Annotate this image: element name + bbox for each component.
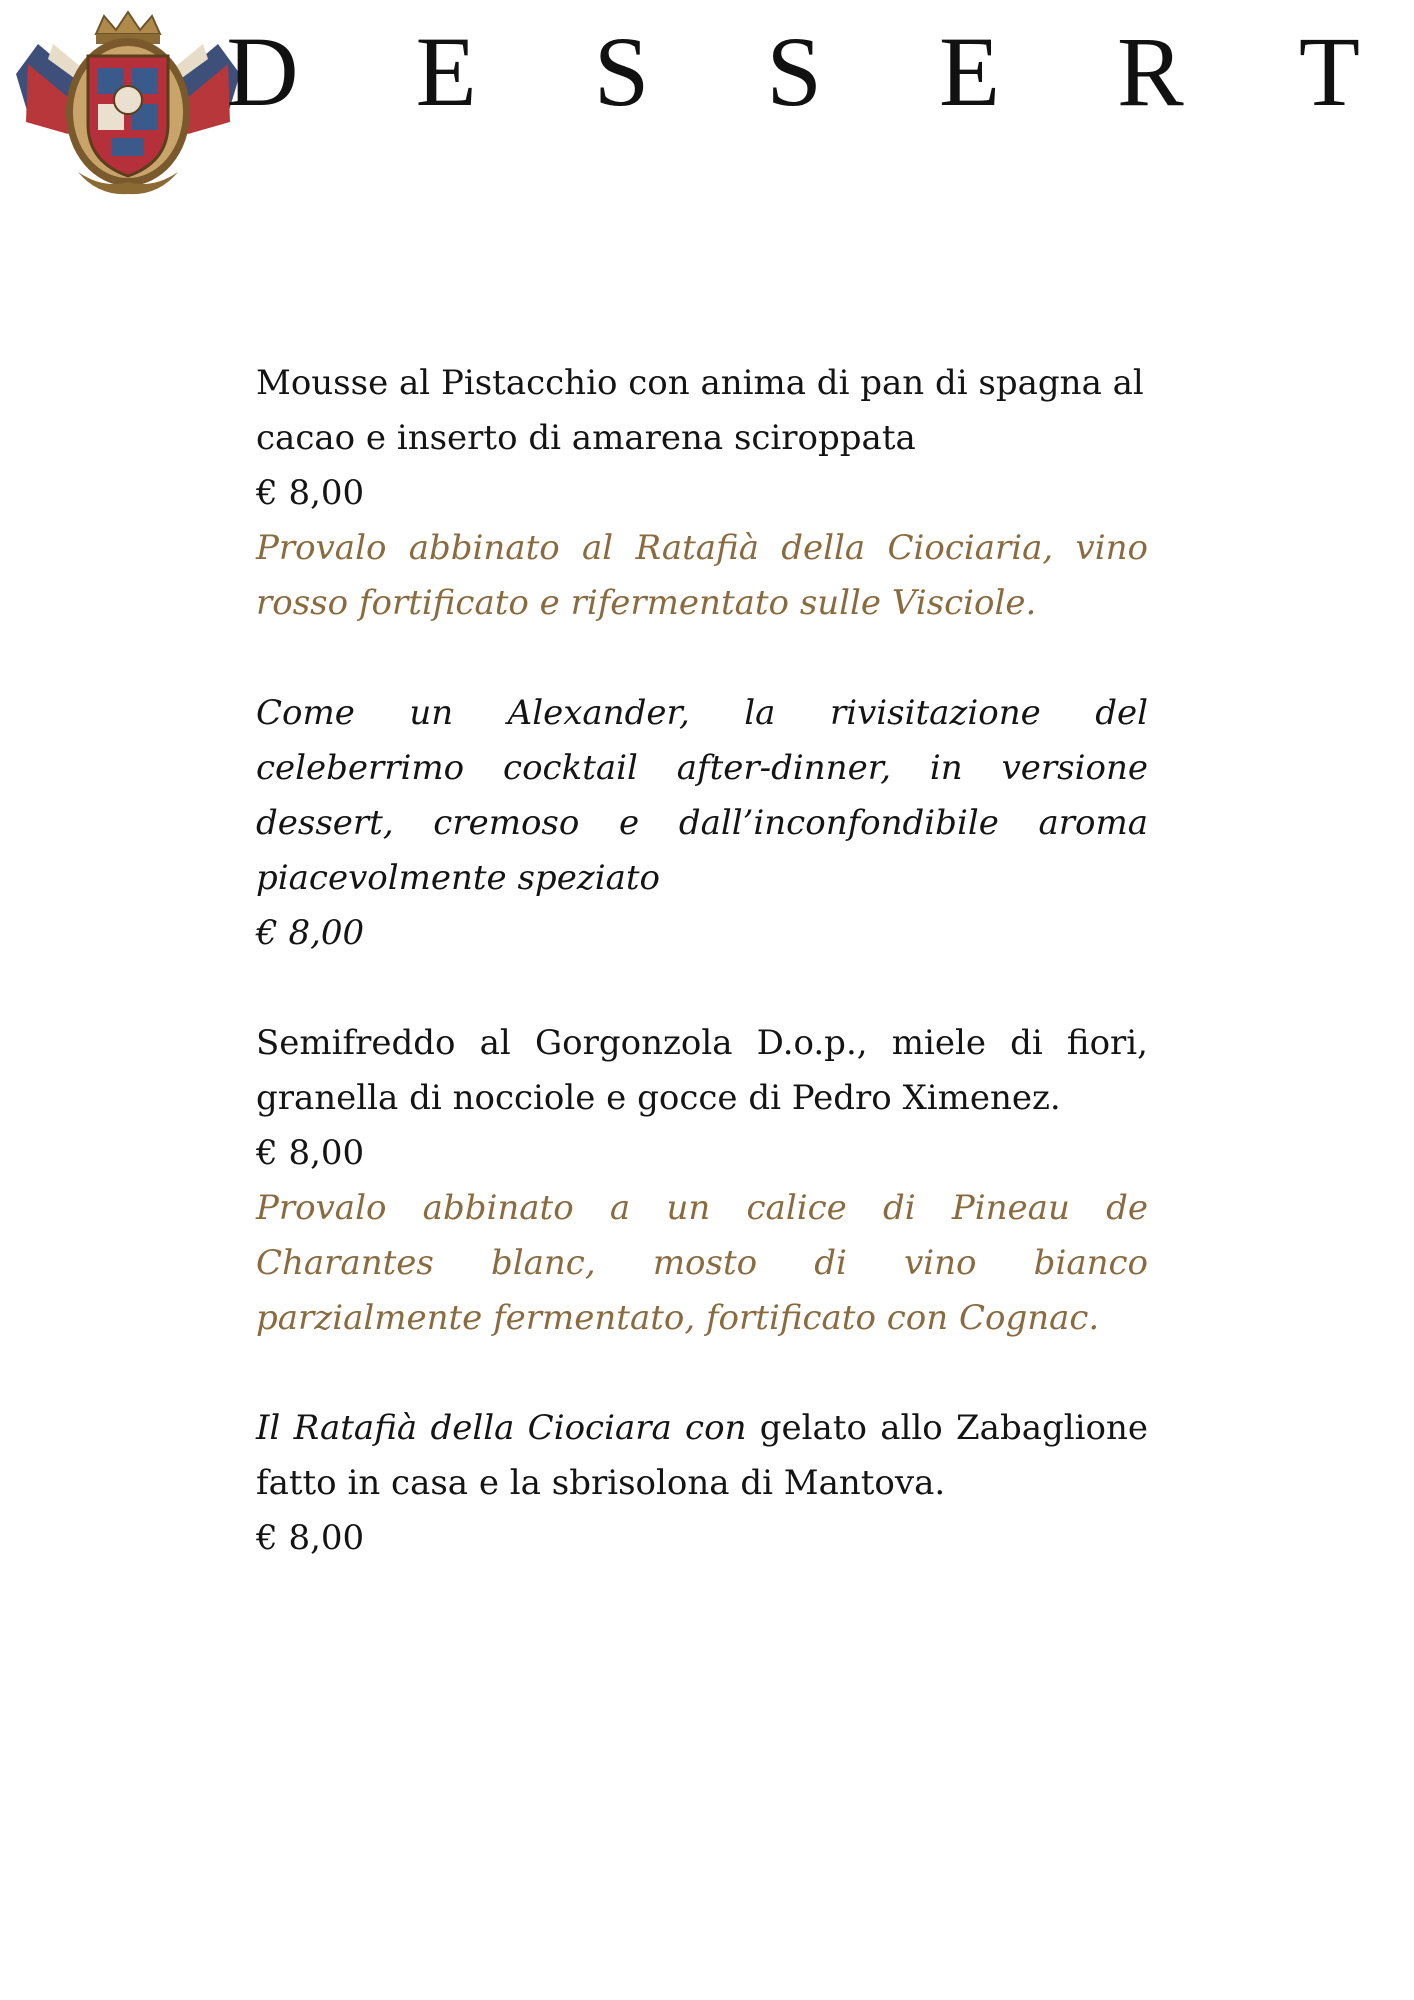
menu-item-pairing: Provalo abbinato al Ratafià della Ciociaria, vino rosso fortificato e rifermentato sulle Visciole. [256,528,1148,623]
menu-item-description-rest: gelato allo Zabaglione fatto in casa e la sbrisolona di Mantova. [256,1408,1148,1503]
menu-item-price: € 8,00 [256,1133,365,1173]
menu-item-description-italic: Il Ratafià della Ciociara con [256,1408,747,1448]
menu-item [256,1401,1148,1566]
dessert-menu [256,356,1148,1621]
menu-item-price: € 8,00 [256,913,365,953]
menu-item-description: Mousse al Pistacchio con anima di pan di spagna al cacao e inserto di amarena sciroppata [256,363,1144,458]
menu-item-pairing: Provalo abbinato a un calice di Pineau de Charantes blanc, mosto di vino bianco parzialmente fermentato, fortificato con Cognac. [256,1188,1148,1338]
menu-item [256,686,1148,961]
menu-item-description: Semifreddo al Gorgonzola D.o.p., miele di fiori, granella di nocciole e gocce di Pedro Ximenez. [256,1023,1148,1118]
coat-of-arms-crest-icon [8,4,248,200]
menu-item-price: € 8,00 [256,473,365,513]
page-title: D E S S E R T [226,16,1406,127]
menu-item [256,356,1148,631]
menu-item-description [256,1401,1148,1511]
menu-item [256,1016,1148,1346]
menu-item-description: Come un Alexander, la rivisitazione del celeberrimo cocktail after-dinner, in versione dessert, cremoso e dall’inconfondibile aroma piacevolmente speziato [256,693,1148,898]
menu-item-price: € 8,00 [256,1518,365,1558]
